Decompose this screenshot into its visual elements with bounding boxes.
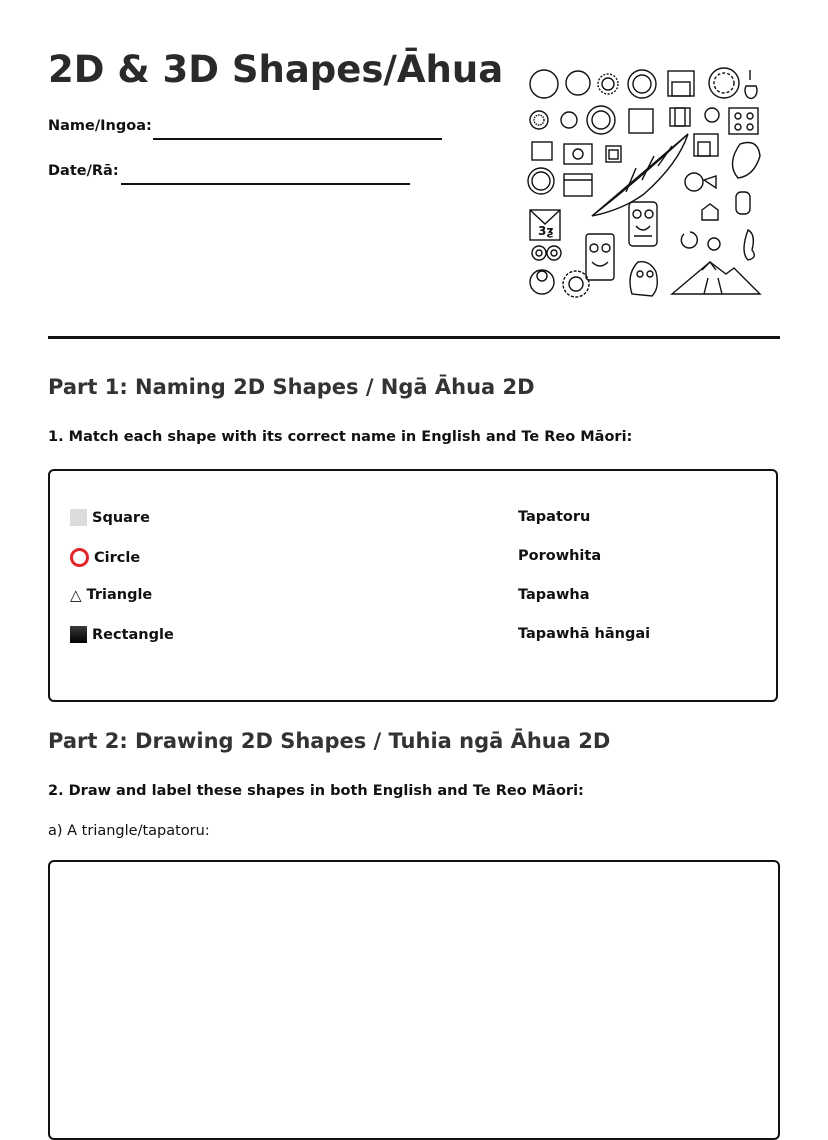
clipart-circle [532,246,546,260]
clipart-ring [628,70,656,98]
clipart-circle-inner [534,115,544,125]
clipart-circle [561,112,577,128]
part1-question: 1. Match each shape with its correct name in English and Te Reo Māori: [48,429,633,445]
shape-label: Triangle [86,587,153,603]
clipart-tiki-eye [637,271,643,277]
clipart-small-house [702,204,718,220]
matching-box [48,469,778,702]
shape-row-triangle[interactable] [70,587,152,603]
maori-name-item[interactable]: Porowhita [518,548,602,564]
clipart-dot [735,124,741,130]
clipart-circle [530,111,548,129]
clipart-circle [530,70,558,98]
clipart-patterned-ring [563,271,589,297]
clipart-tiki-eye [645,210,653,218]
date-field[interactable] [121,183,410,185]
shapes-clipart [526,64,762,298]
clipart-ring-inner [592,111,610,129]
shape-row-rectangle[interactable] [70,626,174,643]
clipart-frame [564,174,592,196]
clipart-ring-inner [569,277,583,291]
clipart-ring [587,106,615,134]
clipart-tiki-mouth [592,262,608,266]
square-icon [70,509,87,526]
clipart-dot [747,113,753,119]
page-title: 2D & 3D Shapes/Āhua [48,48,504,91]
clipart-circle [705,108,719,122]
clipart-square [629,109,653,133]
clipart-koru [681,232,697,248]
clipart-tiki-mouth [634,226,652,236]
maori-name-item[interactable]: Tapawhā hāngai [518,626,651,642]
clipart-dot [747,124,753,130]
clipart-circle [566,71,590,95]
clipart-shell-circle [530,270,554,294]
clipart-fish-tail [704,176,716,188]
clipart-tiki-panel [586,234,614,280]
clipart-circle [602,78,614,90]
clipart-tiki-eye [590,244,598,252]
clipart-stamp-text: 3ƺ [538,224,554,238]
clipart-tiki-eye [647,271,653,277]
clipart-mountain-lines [702,262,722,294]
name-label: Name/Ingoa: [48,118,152,134]
shape-label: Square [92,509,150,526]
clipart-hook [745,70,757,98]
section-divider [48,336,780,339]
clipart-dot [735,113,741,119]
shape-row-circle[interactable] [70,548,140,567]
clipart-tiki-eye [602,244,610,252]
clipart-circle [708,238,720,250]
clipart-shell [732,143,760,179]
circle-icon [70,548,89,567]
clipart-dotted-circle [598,74,618,94]
drawing-area[interactable] [48,860,780,1140]
maori-name-item[interactable]: Tapawha [518,587,590,603]
clipart-tiki-figure [629,202,657,246]
clipart-square [532,142,552,160]
clipart-ring-inner [633,75,651,93]
shape-label: Rectangle [92,626,174,643]
clipart-stamp-flap [530,210,560,224]
clipart-patterned-inner [714,73,734,93]
clipart-frame [670,108,690,126]
clipart-frame [564,144,592,164]
part1-heading: Part 1: Naming 2D Shapes / Ngā Āhua 2D [48,375,535,399]
clipart-bone-carving [744,230,754,260]
clipart-circle [685,173,703,191]
clipart-dot [536,250,542,256]
part2-heading: Part 2: Drawing 2D Shapes / Tuhia ngā Āhua 2D [48,729,611,753]
date-label: Date/Rā: [48,163,119,179]
clipart-circle [547,246,561,260]
clipart-frame-inner [609,150,618,159]
clipart-frame-inner [672,82,690,96]
part2-question: 2. Draw and label these shapes in both English and Te Reo Māori: [48,783,584,799]
name-field[interactable] [153,138,442,140]
clipart-frame-inner [675,108,685,126]
clipart-tiki-small [630,262,657,296]
clipart-mask [736,192,750,214]
rectangle-icon [70,626,87,643]
clipart-tiki-eye [633,210,641,218]
clipart-patterned-square [729,108,758,134]
clipart-circle [573,149,583,159]
maori-name-item[interactable]: Tapatoru [518,509,591,525]
clipart-mountain [672,262,760,294]
shape-label: Circle [94,549,141,566]
clipart-dot [551,250,557,256]
question-2a: a) A triangle/tapatoru: [48,823,210,839]
triangle-icon: △ [70,585,82,604]
shape-row-square[interactable] [70,509,150,526]
clipart-ring-inner [532,172,550,190]
clipart-frame-inner [698,142,710,156]
clipart-shell-inner [537,271,547,281]
